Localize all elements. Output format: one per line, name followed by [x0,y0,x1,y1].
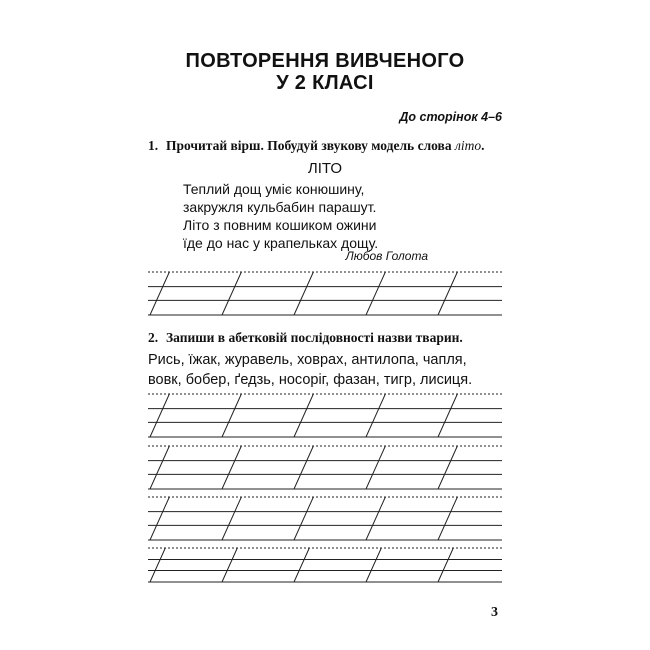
slant-line [222,446,241,489]
slant-line [438,497,457,540]
poem-line: їде до нас у крапельках дощу. [183,235,379,251]
slant-line [366,272,385,315]
slant-line [150,446,169,489]
slant-line [294,446,313,489]
page-title-line-1: ПОВТОРЕННЯ ВИВЧЕНОГО [185,50,465,72]
poem-author: Любов Голота [345,249,428,263]
slant-line [438,446,457,489]
task-2-number: 2. [148,330,159,345]
slant-line [366,497,385,540]
task-1-text: Прочитай вірш. Побудуй звукову модель слова [166,138,455,153]
animals-line-1: Рись, їжак, журавель, ховрах, антилопа, чапля, [148,352,467,368]
slant-line [222,548,237,582]
slant-line [150,548,165,582]
slant-line [294,272,313,315]
slant-line [222,272,241,315]
slant-line [438,548,453,582]
poem-line: закружля кульбабин парашут. [183,199,377,215]
slant-line [438,394,457,437]
slant-line [438,272,457,315]
slant-line [222,394,241,437]
task-1-number: 1. [148,138,159,153]
pages-reference: До сторінок 4–6 [399,110,502,124]
task-2-text: Запиши в абетковій послідовності назви тварин. [166,330,463,345]
page-number: 3 [491,605,498,620]
slant-line [366,446,385,489]
poem-line: Літо з повним кошиком ожини [183,217,377,233]
slant-line [150,497,169,540]
slant-line [294,497,313,540]
slant-line [366,394,385,437]
animals-line-2: вовк, бобер, ґедзь, носоріг, фазан, тигр, лисиця. [148,372,473,388]
poem-title: ЛІТО [307,160,343,177]
poem-line: Теплий дощ уміє конюшину, [183,181,365,197]
task-1-end: . [481,138,485,153]
slant-line [222,497,241,540]
slant-line [366,548,381,582]
page-title-line-2: У 2 КЛАСІ [276,72,374,94]
slant-line [150,394,169,437]
task-1-word: літо [454,138,482,153]
slant-line [294,394,313,437]
slant-line [150,272,169,315]
slant-line [294,548,309,582]
